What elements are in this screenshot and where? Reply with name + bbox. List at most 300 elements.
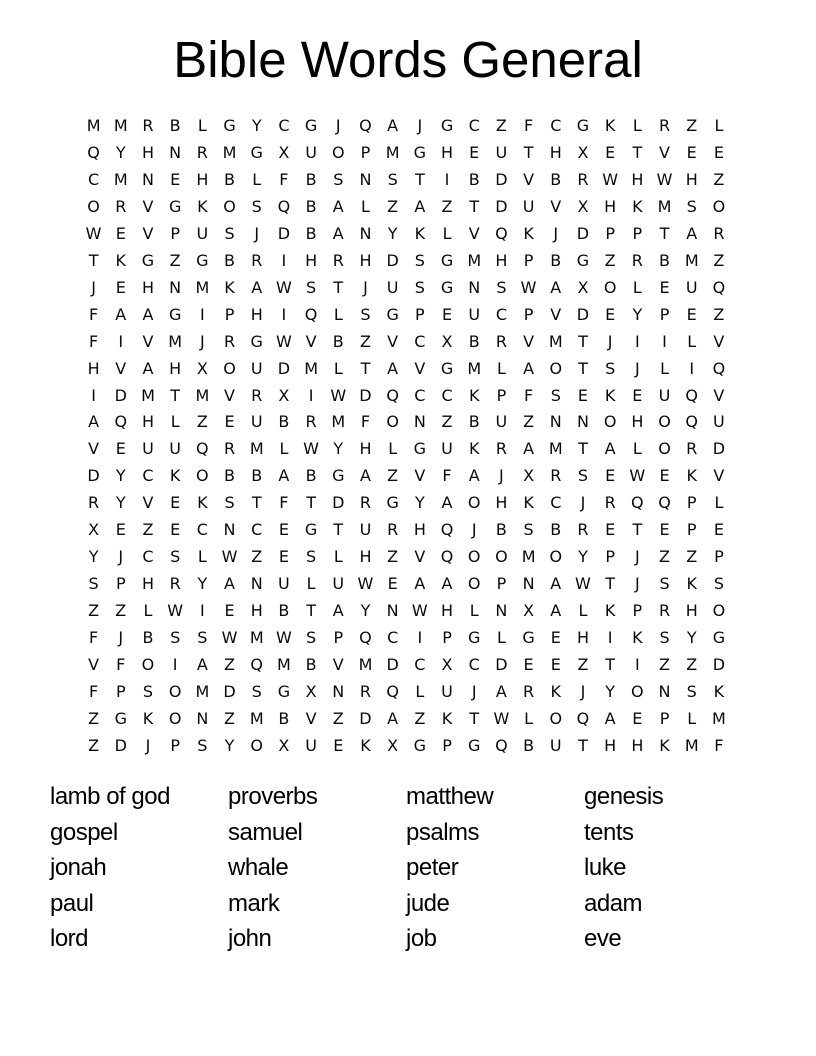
grid-letter: Z [332,708,344,728]
grid-letter: H [305,250,318,270]
grid-letter: D [495,169,508,189]
grid-letter: W [656,169,673,189]
word-list-column [406,779,584,957]
grid-letter: I [118,331,124,351]
grid-letter: C [142,547,154,567]
grid-letter: A [414,196,426,216]
word-list-item: lord [50,925,89,953]
grid-letter: L [415,681,425,701]
grid-letter: P [496,385,507,405]
grid-letter: D [277,223,291,243]
grid-letter: U [305,142,317,162]
grid-letter: Z [713,169,725,189]
grid-letter: R [658,601,671,621]
grid-letter: S [360,304,371,324]
grid-letter: E [605,466,616,486]
grid-letter: H [359,250,372,270]
grid-letter: Y [88,547,99,567]
grid-letter: R [223,331,236,351]
grid-letter: M [331,412,346,432]
grid-letter: O [196,466,209,486]
word-list-item: gospel [50,818,118,846]
grid-letter: B [224,169,236,189]
grid-letter: X [88,520,100,540]
grid-letter: P [170,223,180,243]
grid-letter: W [275,277,292,297]
grid-letter: A [142,304,154,324]
grid-letter: L [333,547,343,567]
grid-letter: W [221,547,238,567]
grid-letter: O [549,358,563,378]
grid-letter: E [170,520,181,540]
word-list-item: eve [584,925,622,953]
grid-letter: Q [196,439,209,459]
grid-letter: K [632,196,643,216]
grid-letter: A [88,412,100,432]
grid-letter: V [142,196,154,216]
grid-letter: H [250,304,263,324]
grid-letter: A [332,223,344,243]
grid-letter: U [441,681,453,701]
grid-letter: P [442,735,452,755]
grid-letter: P [686,493,697,513]
grid-letter: O [386,412,399,432]
grid-letter: D [114,735,127,755]
grid-letter: R [523,681,535,701]
grid-letter: C [88,169,100,189]
grid-letter: M [195,277,210,297]
grid-letter: N [359,169,372,189]
grid-letter: R [713,223,725,243]
grid-letter: H [250,601,263,621]
grid-letter: Z [224,655,236,675]
grid-letter: C [414,331,426,351]
grid-letter: T [659,223,670,243]
grid-letter: D [386,655,399,675]
grid-letter: O [141,655,155,675]
grid-letter: B [550,250,562,270]
grid-letter: O [603,412,617,432]
grid-letter: U [441,439,453,459]
grid-letter: N [413,412,426,432]
grid-letter: K [686,466,697,486]
grid-letter: Z [577,655,589,675]
grid-letter: L [279,439,289,459]
grid-letter: E [659,277,670,297]
grid-letter: N [549,412,562,432]
grid-letter: M [222,142,237,162]
grid-letter: M [168,331,183,351]
grid-letter: J [118,547,124,567]
grid-letter: L [524,708,534,728]
grid-letter: T [333,277,344,297]
grid-letter: I [281,304,287,324]
grid-letter: E [278,520,289,540]
grid-letter: Q [359,115,372,135]
grid-letter: K [604,601,616,621]
grid-letter: Q [359,628,372,648]
grid-letter: Q [631,493,644,513]
grid-letter: N [495,601,508,621]
grid-letter: U [549,735,562,755]
grid-letter: A [115,304,127,324]
grid-letter: J [471,681,477,701]
grid-letter: J [553,223,559,243]
grid-letter: U [495,412,508,432]
grid-letter: G [440,277,454,297]
grid-letter: W [85,223,102,243]
grid-letter: A [196,655,208,675]
grid-letter: M [467,358,482,378]
grid-letter: J [607,331,613,351]
grid-letter: D [712,439,726,459]
grid-letter: P [632,601,643,621]
word-list-item: matthew [406,783,494,810]
grid-letter: N [196,708,209,728]
grid-letter: G [440,358,454,378]
grid-letter: U [196,223,209,243]
grid-letter: O [549,708,563,728]
grid-letter: Z [414,708,426,728]
grid-letter: G [304,520,318,540]
grid-letter: S [686,196,697,216]
grid-letter: M [684,735,699,755]
grid-letter: R [251,385,263,405]
grid-letter: A [387,708,399,728]
grid-letter: P [224,304,235,324]
grid-letter: T [360,358,371,378]
grid-letter: E [713,520,724,540]
grid-letter: R [658,115,671,135]
word-list-item: john [228,925,272,953]
grid-letter: R [305,412,317,432]
grid-letter: L [469,601,479,621]
grid-letter: K [468,385,480,405]
grid-letter: B [550,520,562,540]
grid-letter: K [659,735,670,755]
grid-letter: E [278,547,289,567]
grid-letter: Q [440,520,454,540]
grid-letter: J [199,331,205,351]
grid-letter: J [145,735,151,755]
grid-letter: J [634,547,640,567]
grid-letter: X [278,735,290,755]
grid-letter: M [195,681,210,701]
grid-letter: Y [605,681,616,701]
grid-letter: B [305,169,317,189]
grid-letter: G [168,196,182,216]
grid-letter: Y [414,493,425,513]
grid-letter: T [414,169,425,189]
grid-letter: I [607,628,613,648]
grid-letter: K [523,493,534,513]
grid-letter: U [169,439,182,459]
grid-letter: K [604,385,616,405]
grid-letter: M [548,331,563,351]
grid-letter: V [414,466,426,486]
grid-letter: A [332,601,344,621]
grid-letter: P [170,735,180,755]
grid-letter: K [142,708,154,728]
grid-letter: T [605,574,616,594]
grid-letter: O [603,277,617,297]
grid-letter: L [632,115,642,135]
grid-letter: D [386,250,399,270]
grid-letter: R [142,115,154,135]
grid-letter: G [114,708,127,728]
grid-letter: H [604,196,617,216]
grid-letter: M [249,439,264,459]
grid-letter: E [605,520,616,540]
grid-letter: L [333,304,343,324]
grid-letter: V [713,466,725,486]
grid-letter: R [577,520,589,540]
grid-letter: A [142,358,154,378]
grid-letter: V [713,331,725,351]
grid-letter: K [360,735,371,755]
grid-letter: J [471,520,477,540]
grid-letter: A [468,466,480,486]
grid-letter: F [442,466,452,486]
grid-letter: J [634,358,640,378]
letter-grid [80,112,733,759]
grid-letter: V [305,331,317,351]
grid-letter: G [332,466,345,486]
grid-letter: M [548,439,563,459]
word-list-item: whale [228,854,289,882]
grid-letter: B [305,655,317,675]
grid-letter: R [359,493,372,513]
grid-letter: Z [169,250,181,270]
grid-letter: H [413,520,426,540]
grid-letter: H [141,142,154,162]
grid-letter: T [251,493,262,513]
grid-letter: O [549,547,563,567]
grid-letter: M [467,250,482,270]
grid-letter: S [577,466,589,486]
grid-letter: G [468,628,481,648]
grid-letter: X [523,466,535,486]
grid-letter: Q [712,358,726,378]
grid-letter: R [686,439,698,459]
grid-letter: R [604,493,616,513]
grid-letter: P [442,628,452,648]
grid-letter: H [141,277,154,297]
grid-letter: F [88,304,99,324]
grid-letter: E [115,520,126,540]
grid-letter: P [605,547,615,567]
grid-letter: T [605,655,616,675]
grid-letter: Z [495,115,507,135]
grid-letter: K [713,681,725,701]
grid-letter: C [387,628,399,648]
grid-letter: W [303,439,319,459]
grid-letter: D [114,385,127,405]
grid-letter: P [415,304,425,324]
grid-letter: Q [685,385,699,405]
grid-letter: L [333,358,343,378]
grid-letter: E [441,304,453,324]
grid-letter: L [687,708,697,728]
grid-letter: U [142,439,154,459]
grid-letter: X [441,655,453,675]
grid-letter: W [357,574,374,594]
grid-letter: V [332,655,344,675]
grid-letter: A [359,466,371,486]
grid-letter: Z [686,115,698,135]
word-list-item: jonah [50,854,107,882]
grid-letter: M [141,385,155,405]
grid-letter: B [659,250,671,270]
grid-letter: M [521,547,536,567]
grid-letter: M [113,169,128,189]
grid-letter: L [306,574,316,594]
grid-letter: Z [115,601,127,621]
grid-letter: N [141,169,154,189]
grid-letter: O [168,708,182,728]
grid-letter: R [631,250,643,270]
grid-letter: C [278,115,290,135]
grid-letter: X [577,277,589,297]
grid-letter: A [332,196,344,216]
grid-letter: R [359,681,372,701]
grid-letter: K [604,115,616,135]
grid-letter: H [141,574,154,594]
grid-letter: K [197,493,208,513]
grid-letter: Z [713,304,725,324]
grid-letter: V [550,196,562,216]
grid-letter: I [308,385,314,405]
grid-letter: S [414,250,425,270]
grid-letter: J [634,574,640,594]
grid-letter: Y [387,223,398,243]
grid-letter: D [359,708,372,728]
grid-letter: S [333,169,344,189]
grid-letter: Z [659,655,671,675]
word-list-item: genesis [584,783,664,810]
word-list-column [50,779,228,957]
grid-letter: S [306,277,317,297]
grid-letter: I [91,385,96,405]
grid-letter: L [143,601,153,621]
grid-letter: D [87,466,100,486]
grid-letter: F [523,115,534,135]
grid-letter: G [168,304,182,324]
grid-letter: Y [197,574,208,594]
grid-letter: C [414,655,426,675]
grid-letter: E [550,628,561,648]
grid-letter: G [386,304,399,324]
grid-letter: Y [251,115,262,135]
grid-letter: N [169,277,182,297]
grid-letter: H [495,250,508,270]
grid-letter: G [250,331,263,351]
grid-letter: O [223,196,236,216]
grid-letter: S [306,547,317,567]
grid-letter: W [167,601,184,621]
page-title: Bible Words General [173,31,643,88]
grid-letter: G [386,493,399,513]
grid-letter: S [251,196,262,216]
grid-letter: C [550,115,562,135]
grid-letter: U [658,385,671,405]
grid-letter: T [333,520,344,540]
word-list-item: samuel [228,818,303,846]
grid-letter: A [523,439,535,459]
grid-letter: M [304,358,318,378]
grid-letter: S [142,681,154,701]
grid-letter: G [468,735,481,755]
grid-letter: S [496,277,507,297]
grid-letter: E [632,385,643,405]
grid-letter: Z [387,547,399,567]
word-list-item: proverbs [228,783,318,810]
grid-letter: B [278,708,290,728]
word-list-item: adam [584,889,643,917]
grid-letter: O [712,601,726,621]
grid-letter: Y [115,142,126,162]
grid-letter: W [411,601,428,621]
grid-letter: O [467,547,481,567]
grid-letter: H [87,358,100,378]
grid-letter: C [550,493,562,513]
grid-letter: J [254,223,260,243]
grid-letter: A [414,574,426,594]
grid-letter: F [88,681,99,701]
grid-letter: W [221,628,238,648]
grid-letter: Z [441,412,453,432]
grid-letter: P [360,142,371,162]
grid-letter: K [414,223,426,243]
grid-letter: S [224,493,235,513]
grid-letter: O [712,196,726,216]
grid-letter: V [414,358,426,378]
grid-letter: T [88,250,99,270]
grid-letter: V [142,331,154,351]
grid-letter: C [495,304,507,324]
grid-letter: A [686,223,698,243]
grid-letter: I [634,331,640,351]
grid-letter: C [468,115,480,135]
grid-letter: Z [88,735,100,755]
grid-letter: W [629,466,646,486]
grid-letter: B [305,196,317,216]
grid-letter: H [631,735,644,755]
grid-letter: S [659,574,670,594]
grid-letter: A [523,358,535,378]
grid-letter: B [468,412,480,432]
grid-letter: P [659,708,670,728]
grid-letter: H [169,358,182,378]
grid-letter: V [88,439,100,459]
grid-letter: X [387,735,399,755]
grid-letter: L [197,547,207,567]
grid-letter: L [388,439,398,459]
grid-letter: O [631,681,644,701]
grid-letter: R [88,493,100,513]
grid-letter: H [359,547,372,567]
grid-letter: L [496,358,506,378]
grid-letter: A [550,574,562,594]
grid-letter: H [631,169,644,189]
grid-letter: B [224,466,236,486]
grid-letter: P [686,520,697,540]
grid-letter: K [169,466,181,486]
grid-letter: W [575,574,591,594]
grid-letter: T [469,196,480,216]
word-list-item: tents [584,818,634,846]
grid-letter: O [658,412,671,432]
